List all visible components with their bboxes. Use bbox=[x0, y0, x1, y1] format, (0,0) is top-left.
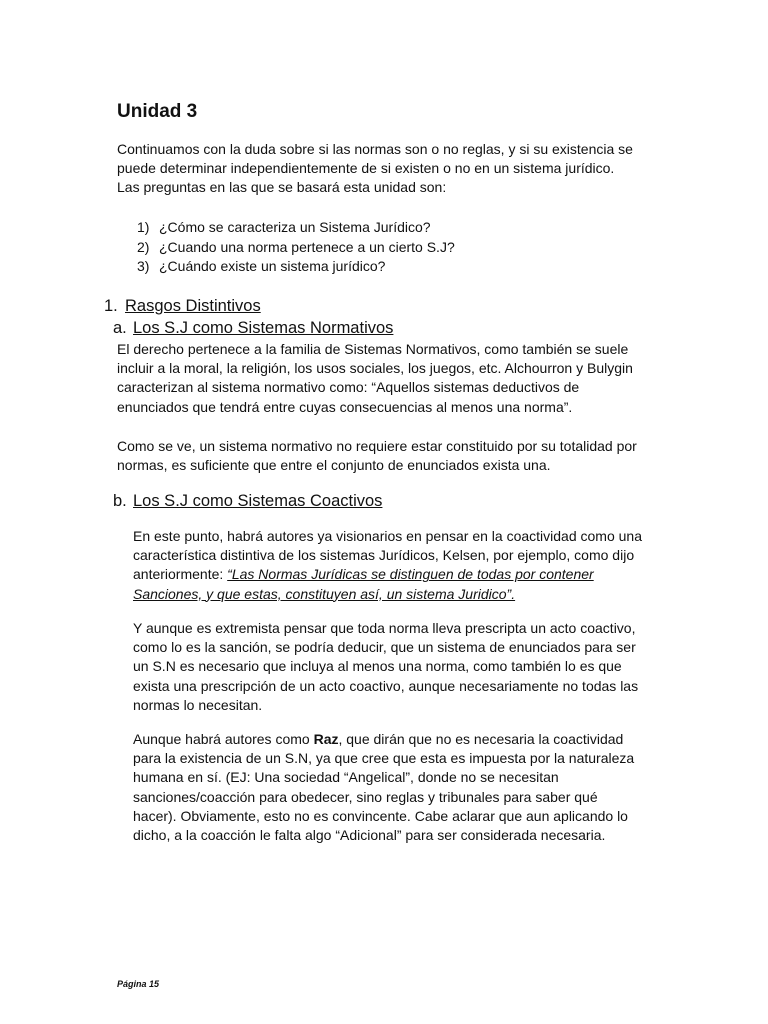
subsection-b-paragraph-3: Aunque habrá autores como Raz, que dirán que no es necesaria la coactividad para la existencia de un S.N, ya que cree que esta es impuesta por la naturaleza humana en sí. (EJ: Una sociedad “Angelical”, donde no se necesitan sanciones/coacción para obedecer, sino reglas y tribunales para saber qué hacer). Obviamente, esto no es convincente. Cabe aclarar que aun aplicando lo dicho, a la coacción le falta algo “Adicional” para ser considerada necesaria. bbox=[133, 731, 635, 844]
intro-line: Continuamos con la duda sobre si las normas son o no reglas, y si su existencia se bbox=[117, 141, 633, 157]
subsection-a-paragraph-2: Como se ve, un sistema normativo no requiere estar constituido por su totalidad por normas, es suficiente que entre el conjunto de enunciados exista una. bbox=[117, 438, 637, 474]
intro-line: Las preguntas en las que se basará esta unidad son: bbox=[117, 179, 447, 196]
subsection-heading-b: b. Los S.J como Sistemas Coactivos bbox=[113, 492, 383, 510]
list-item: 1) ¿Cómo se caracteriza un Sistema Jurídico? bbox=[137, 219, 431, 235]
list-item: 2) ¿Cuando una norma pertenece a un cierto S.J? bbox=[137, 238, 455, 255]
kelsen-quote: Sanciones, y que estas, constituyen así, un sistema Juridico”. bbox=[133, 585, 516, 602]
kelsen-quote: “Las Normas Jurídicas se distinguen de todas por contener bbox=[227, 566, 594, 583]
page-number: Página 15 bbox=[117, 979, 160, 989]
subsection-a-paragraph-1: El derecho pertenece a la familia de Sistemas Normativos, como también se suele incluir a la moral, la religión, los usos sociales, los juegos, etc. Alchourron y Bulygin caracterizan al sistema normativo como: “Aquellos sistemas deductivos de enunciados que tendrá entre cuyas consecuencias al menos una norma”. bbox=[117, 341, 633, 415]
intro-line: puede determinar independientemente de si existen o no en un sistema jurídico. bbox=[117, 160, 615, 177]
subsection-b-paragraph-2: Y aunque es extremista pensar que toda norma lleva prescripta un acto coactivo, como lo es la sanción, se podría deducir, que un sistema de enunciados para ser un S.N es necesario que incluya al menos una norma, como también lo es que exista una prescripción de un acto coactivo, aunque necesariamente no todas las normas lo necesitan. bbox=[133, 620, 639, 713]
subsection-heading-a: a. Los S.J como Sistemas Normativos bbox=[113, 319, 394, 337]
subsection-b-paragraph-1: En este punto, habrá autores ya visionarios en pensar en la coactividad como una característica distintiva de los sistemas Jurídicos, Kelsen, por ejemplo, como dijo anteriormente: “Las Normas Jurídicas se distinguen de todas por contener Sanciones, y que estas, constituyen así, un sistema Juridico”. bbox=[133, 528, 642, 602]
list-item: 3) ¿Cuándo existe un sistema jurídico? bbox=[137, 258, 386, 275]
section-heading-1: 1. Rasgos Distintivos bbox=[104, 297, 261, 315]
page-title: Unidad 3 bbox=[117, 101, 198, 122]
author-name: Raz bbox=[313, 731, 339, 747]
intro-paragraph bbox=[117, 140, 633, 198]
questions-list bbox=[137, 218, 455, 277]
